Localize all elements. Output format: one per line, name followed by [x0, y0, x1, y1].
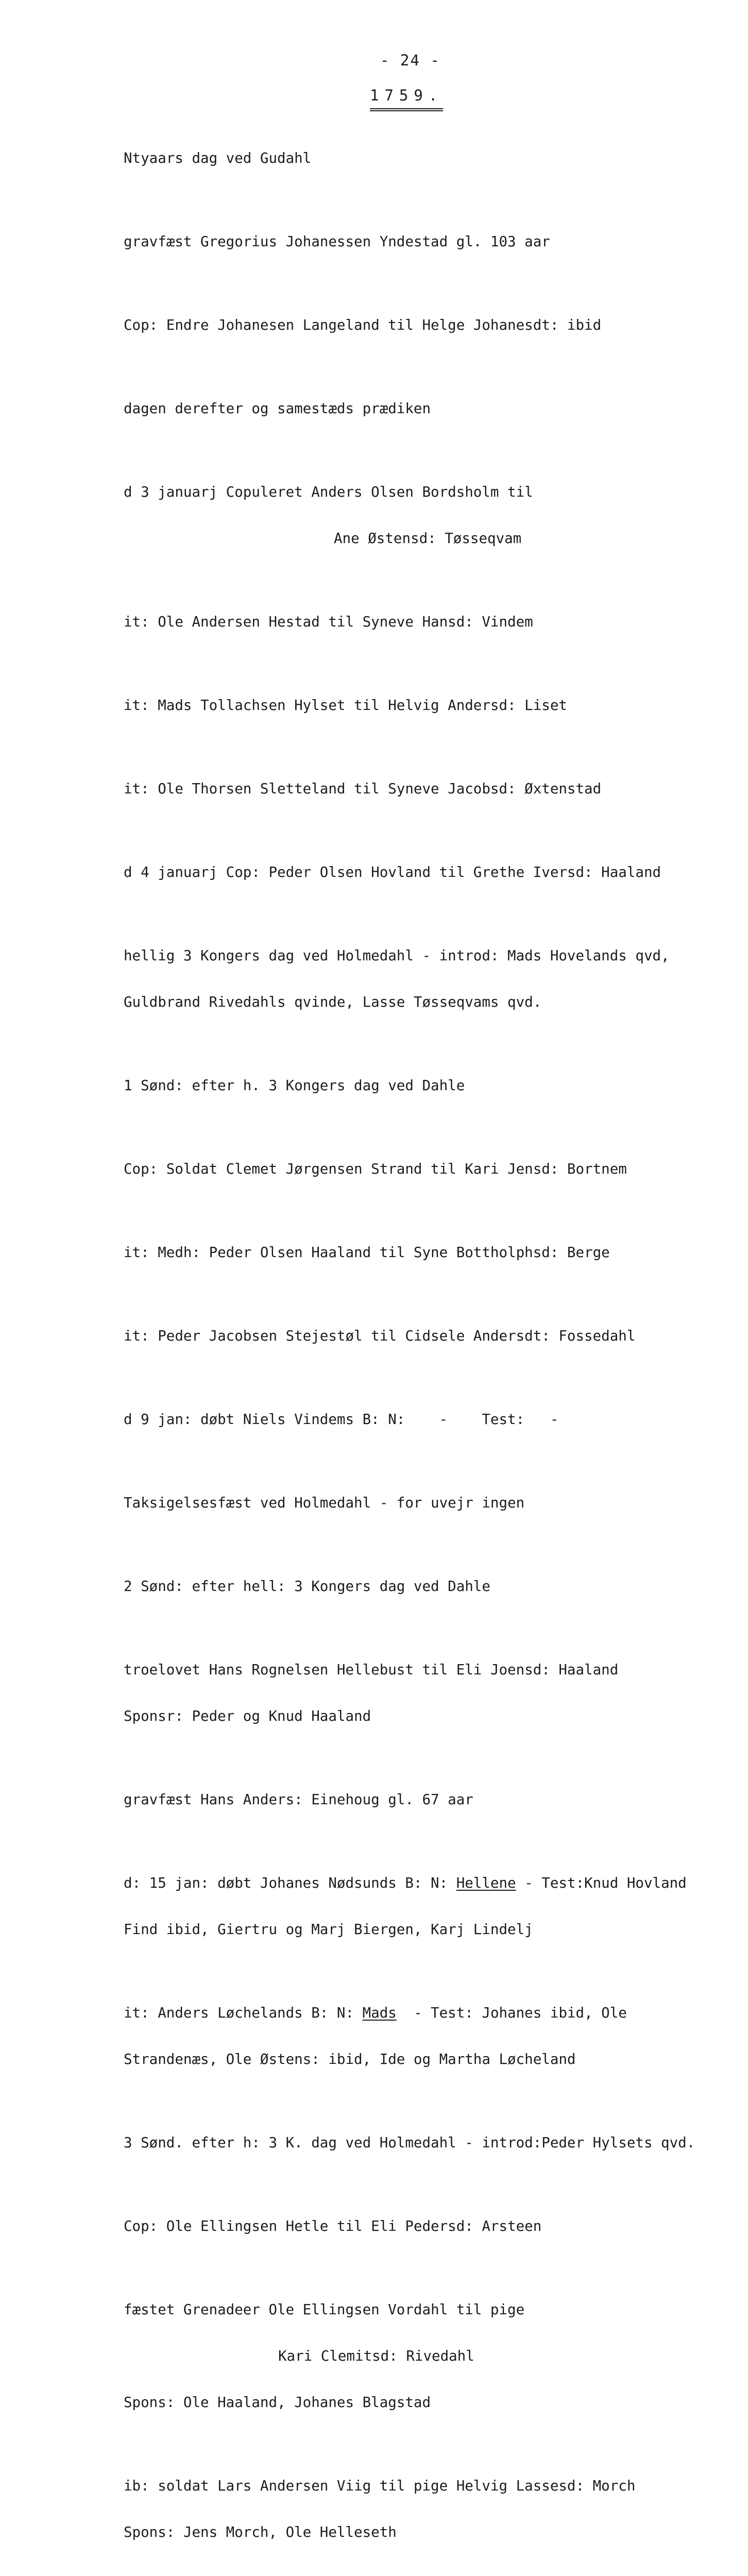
- year-heading: 1759.: [370, 87, 443, 111]
- entry: it: Ole Andersen Hestad til Syneve Hansd: Vindem: [124, 614, 533, 630]
- entry: Cop: Soldat Clemet Jørgensen Strand til Kari Jensd: Bortnem: [124, 1161, 627, 1177]
- entry: 3 Sønd. efter h: 3 K. dag ved Holmedahl - introd:Peder Hylsets qvd.: [124, 2134, 695, 2151]
- baptism-name: Hellene: [456, 1875, 516, 1891]
- entry: d 3 januarj Copuleret Anders Olsen Bordsholm til Ane Østensd: Tøsseqvam: [124, 484, 533, 547]
- entry: Taksigelsesfæst ved Holmedahl - for uvejr ingen: [124, 1495, 525, 1511]
- entry: fæstet Grenadeer Ole Ellingsen Vordahl til pige Kari Clemitsd: Rivedahl Spons: Ole Haaland, Johanes Blagstad: [124, 2301, 525, 2411]
- entry: it: Mads Tollachsen Hylset til Helvig Andersd: Liset: [124, 697, 567, 714]
- entry: it: Medh: Peder Olsen Haaland til Syne Bottholphsd: Berge: [124, 1244, 610, 1261]
- entry: troelovet Hans Rognelsen Hellebust til Eli Joensd: Haaland Sponsr: Peder og Knud Haaland: [124, 1662, 619, 1724]
- entry: it: Peder Jacobsen Stejestøl til Cidsele Andersdt: Fossedahl: [124, 1328, 636, 1344]
- entry: it: Anders Løchelands B: N: Mads - Test: Johanes ibid, Ole Strandenæs, Ole Østens: ibid, Ide og Martha Løcheland: [124, 2005, 627, 2067]
- page-number: - 24 -: [380, 52, 440, 69]
- entry: d: 15 jan: døbt Johanes Nødsunds B: N: Hellene - Test:Knud Hovland Find ibid, Giertru og Marj Biergen, Karj Lindelj: [124, 1875, 687, 1938]
- register-entries: [124, 120, 738, 2576]
- entry: hellig 3 Kongers dag ved Holmedahl - introd: Mads Hovelands qvd, Guldbrand Rivedahls qvinde, Lasse Tøsseqvams qvd.: [124, 947, 670, 1010]
- entry: gravfæst Gregorius Johanessen Yndestad gl. 103 aar: [124, 233, 550, 250]
- entry: Cop: Ole Ellingsen Hetle til Eli Pedersd: Arsteen: [124, 2218, 542, 2234]
- entry: 2 Sønd: efter hell: 3 Kongers dag ved Dahle: [124, 1578, 490, 1595]
- entry: ib: soldat Lars Andersen Viig til pige Helvig Lassesd: Morch Spons: Jens Morch, Ole Helleseth: [124, 2478, 636, 2540]
- entry: d 9 jan: døbt Niels Vindems B: N: - Test: -: [124, 1411, 559, 1428]
- entry: 1 Sønd: efter h. 3 Kongers dag ved Dahle: [124, 1077, 465, 1094]
- entry: it: Ole Thorsen Sletteland til Syneve Jacobsd: Øxtenstad: [124, 781, 602, 797]
- entry: dagen derefter og samestæds prædiken: [124, 400, 431, 417]
- entry: gravfæst Hans Anders: Einehoug gl. 67 aar: [124, 1791, 473, 1808]
- entry: Cop: Endre Johanesen Langeland til Helge Johanesdt: ibid: [124, 317, 602, 333]
- baptism-name: Mads: [362, 2005, 397, 2021]
- entry: Ntyaars dag ved Gudahl: [124, 150, 312, 166]
- entry: d 4 januarj Cop: Peder Olsen Hovland til Grethe Iversd: Haaland: [124, 864, 661, 880]
